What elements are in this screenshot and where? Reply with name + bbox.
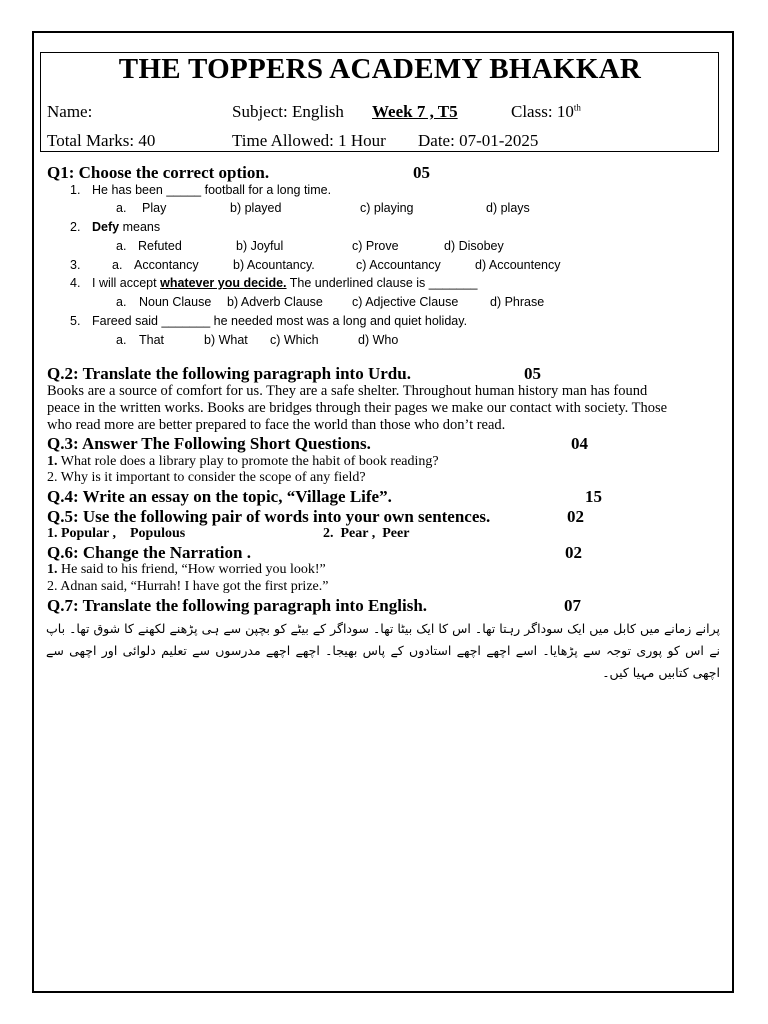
q1-item-4-text (92, 276, 477, 290)
exam-date: Date: 07-01-2025 (418, 131, 539, 150)
q1-item-3-opt-b: b) Acountancy. (233, 258, 315, 272)
q3-item-1-num: 1. (47, 454, 58, 469)
q7-heading: Q.7: Translate the following paragraph into English. (47, 596, 428, 615)
q5-marks: 02 (567, 507, 584, 526)
q1-item-3-opt-a: Accontancy (134, 258, 199, 272)
q4-marks: 15 (585, 487, 602, 506)
q1-item-2-opt-c: c) Prove (352, 239, 399, 253)
q3-item-1-text: What role does a library play to promote the habit of book reading? (60, 454, 439, 469)
q1-item-3-num: 3. (70, 258, 81, 272)
q1-item-2-text (92, 220, 160, 234)
q1-item-1-num: 1. (70, 183, 81, 197)
week-label: Week 7 , T5 (372, 102, 458, 121)
q1-item-2-opt-b: b) Joyful (236, 239, 284, 253)
q2-para-line-2: peace in the written works. Books are bridges through their pages we make our contact with society. Those (47, 400, 668, 416)
q6-item-2 (47, 579, 328, 595)
q2-para-line-1: Books are a source of comfort for us. They are a safe shelter. Throughout human history man has found (47, 383, 648, 399)
q1-item-4-num: 4. (70, 276, 81, 290)
q1-item-4-opt-letter: a. (116, 295, 127, 309)
q6-marks: 02 (565, 543, 582, 562)
q1-item-4-opt-d: d) Phrase (490, 295, 545, 309)
q1-item-1-opt-d: d) plays (486, 201, 530, 215)
q1-item-3-opt-letter: a. (112, 258, 123, 272)
q6-item-2-text: Adnan said, “Hurrah! I have got the first prize.” (60, 579, 329, 594)
q3-item-2-text: Why is it important to consider the scope of any field? (60, 470, 366, 485)
q1-item-4-underlined: whatever you decide. (160, 276, 287, 290)
time-allowed: Time Allowed: 1 Hour (232, 131, 386, 150)
class-value: 10 (556, 102, 574, 121)
q1-marks: 05 (413, 163, 430, 182)
q1-item-5-opt-b: b) What (204, 333, 248, 347)
q1-item-3-opt-d: d) Accountency (475, 258, 561, 272)
subject-label: Subject: English (232, 102, 344, 121)
q1-item-5-opt-letter: a. (116, 333, 127, 347)
q1-item-2-means: means (122, 220, 161, 234)
q1-item-2-num: 2. (70, 220, 81, 234)
q1-item-4-pre: I will accept (92, 276, 157, 290)
q4-heading: Q.4: Write an essay on the topic, “Village Life”. (47, 487, 392, 506)
q1-item-5-opt-d: d) Who (358, 333, 399, 347)
name-label: Name: (47, 102, 93, 121)
q1-item-2-opt-a: Refuted (138, 239, 182, 253)
q2-para-line-3: who read more are better prepared to face the world than those who don’t read. (47, 417, 506, 433)
q1-item-5-opt-c: c) Which (270, 333, 319, 347)
q1-heading: Q1: Choose the correct option. (47, 163, 270, 182)
q3-item-2 (47, 470, 366, 486)
total-marks: Total Marks: 40 (47, 131, 156, 150)
q1-item-4-opt-c: c) Adjective Clause (352, 295, 459, 309)
q1-item-1-text: He has been _____ football for a long time. (92, 183, 332, 197)
q1-item-1-opt-b: b) played (230, 201, 282, 215)
academy-title: THE TOPPERS ACADEMY BHAKKAR (118, 53, 642, 85)
q1-item-2-opt-letter: a. (116, 239, 127, 253)
q6-item-1 (47, 562, 326, 578)
q1-item-5-num: 5. (70, 314, 81, 328)
q5-pair-1: 1. Popular , Populous (47, 526, 186, 541)
q1-item-2-word: Defy (92, 220, 120, 234)
q5-pair-2: 2. Pear , Peer (323, 526, 410, 541)
q1-item-4-opt-a: Noun Clause (139, 295, 212, 309)
q3-item-1 (47, 454, 439, 470)
class-suffix: th (573, 102, 581, 113)
q1-item-3-opt-c: c) Accountancy (356, 258, 441, 272)
q1-item-4-post: The underlined clause is _______ (289, 276, 478, 290)
q1-item-1-opt-c: c) playing (360, 201, 414, 215)
q6-item-1-text: He said to his friend, “How worried you look!” (61, 562, 326, 577)
q5-heading: Q.5: Use the following pair of words into your own sentences. (47, 507, 491, 526)
class-label: Class: (511, 102, 553, 121)
q3-heading: Q.3: Answer The Following Short Questions. (47, 434, 371, 453)
q1-item-1-opt-a: Play (142, 201, 167, 215)
q6-heading: Q.6: Change the Narration . (47, 543, 251, 562)
q6-item-2-num: 2. (47, 579, 58, 594)
q7-marks: 07 (564, 596, 581, 615)
q1-item-5-text: Fareed said _______ he needed most was a long and quiet holiday. (92, 314, 468, 328)
q1-item-5-opt-a: That (139, 333, 165, 347)
q3-marks: 04 (571, 434, 588, 453)
q2-heading: Q.2: Translate the following paragraph into Urdu. (47, 364, 411, 383)
q2-marks: 05 (524, 364, 541, 383)
q1-item-1-opt-letter: a. (116, 201, 127, 215)
q1-item-2-opt-d: d) Disobey (444, 239, 504, 253)
q3-item-2-num: 2. (47, 470, 58, 485)
q7-urdu-paragraph: پرانے زمانے میں کابل میں ایک سوداگر رہتا تھا۔ اس کا ایک بیٹا تھا۔ سوداگر کے بیٹے کو بچپن سے ہی پڑھنے لکھنے کا شوق تھا۔ باپ نے اس کو پوری توجہ سے پڑھایا۔ اسے اچھے اچھے استادوں کے پاس بھیجا۔ اچھے اچھے مدرسوں سے تعلیم دلوائی اور اچھی سے اچھی کتابیں مہیا کیں۔ (46, 621, 720, 680)
class-info (511, 102, 581, 122)
q1-item-4-opt-b: b) Adverb Clause (227, 295, 323, 309)
q6-item-1-num: 1. (47, 562, 58, 577)
